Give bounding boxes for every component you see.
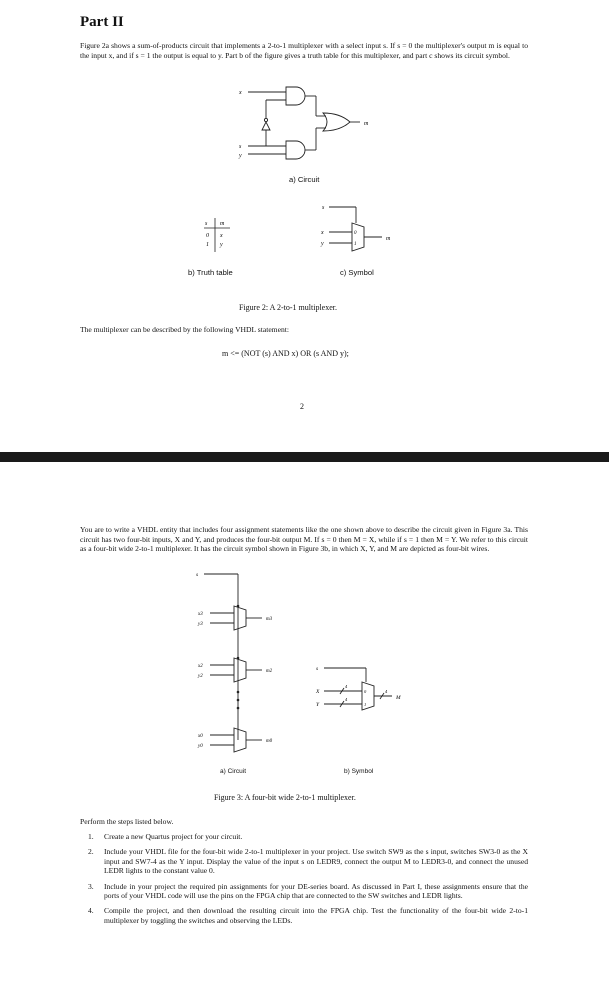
fig3-m0-label: m0 (266, 739, 273, 744)
truth-table (196, 216, 236, 261)
figure-3b-symbol (306, 662, 416, 716)
step-item: 1. Create a new Quartus project for your circuit. (88, 832, 243, 841)
step-item: 4. Compile the project, and then download the resulting circuit into the FPGA chip. Test the functionality of the four-bit wide 2-to-1 multiplexer by toggling the switches and observing the LEDs. (88, 906, 528, 925)
fig3-y0-label: y0 (198, 744, 203, 749)
truth-row-1-s: 1 (206, 242, 209, 248)
step-item: 2. Include your VHDL file for the four-bit wide 2-to-1 multiplexer in your project. Use switch SW9 as the s input, switches SW3-0 as the X input and SW7-4 as the Y input. Display the value of the input s on LEDR9, connect the output M to LEDR3-0, and connect the unused LEDR lights to the constant value 0. (88, 847, 528, 876)
circuit-caption: a) Circuit (289, 175, 320, 184)
symbol-m-label: m (386, 236, 391, 242)
fig3b-bus-width-y: 4 (345, 697, 348, 702)
fig3b-M-label: M (396, 695, 401, 701)
circuit-y-label: y (239, 153, 242, 159)
truth-table-caption: b) Truth table (188, 268, 233, 277)
fig3-s-label: s (196, 572, 199, 578)
document-page-2 (0, 462, 609, 986)
fig3-circuit-caption: a) Circuit (220, 768, 247, 775)
vhdl-intro: The multiplexer can be described by the following VHDL statement: (80, 325, 289, 334)
ellipsis-dot-icon (237, 699, 240, 702)
circuit-x-label: x (239, 90, 242, 96)
fig3-y2-label: y2 (198, 674, 203, 679)
figure-2c-symbol (312, 203, 402, 253)
fig3b-in1-label: 1 (364, 702, 367, 707)
figure-2a-circuit (230, 84, 380, 164)
figure-2-caption: Figure 2: A 2-to-1 multiplexer. (239, 303, 337, 312)
circuit-s-label: s (239, 144, 242, 150)
ellipsis-dot-icon (237, 707, 240, 710)
symbol-in1-label: 1 (354, 242, 357, 247)
fig3b-X-label: X (316, 689, 320, 695)
section-heading: Part II (80, 14, 124, 30)
truth-header-s: s (205, 221, 208, 227)
truth-row-1-m: y (220, 242, 223, 248)
circuit-m-label: m (364, 121, 369, 127)
truth-table-grid (196, 216, 236, 256)
symbol-caption: c) Symbol (340, 268, 374, 277)
symbol-s-label: s (322, 205, 325, 211)
fig3b-bus-width-m: 4 (385, 689, 388, 694)
steps-intro: Perform the steps listed below. (80, 817, 174, 826)
truth-header-m: m (220, 221, 225, 227)
symbol-y-label: y (321, 241, 324, 247)
steps-list (88, 832, 528, 931)
fig3b-s-label: s (316, 666, 319, 672)
document-page-1 (0, 0, 609, 452)
vhdl-statement: m <= (NOT (s) AND x) OR (s AND y); (222, 349, 349, 358)
fig3-symbol-caption: b) Symbol (344, 768, 374, 775)
fig3b-bus-width-x: 4 (345, 684, 348, 689)
page-number: 2 (300, 402, 304, 411)
figure-3-caption: Figure 3: A four-bit wide 2-to-1 multiplexer. (214, 793, 356, 802)
fig3-m3-label: m3 (266, 617, 273, 622)
step-item: 3. Include in your project the required pin assignments for your DE-series board. As discussed in Part I, these assignments ensure that the ports of your VHDL code will use the pins on the FPGA chip that are connected to the SW switches and LEDR lights. (88, 881, 528, 901)
fig3-x3-label: x3 (198, 612, 203, 617)
fig3b-Y-label: Y (316, 702, 320, 708)
figure-3a-circuit (190, 570, 300, 762)
fig3-y3-label: y3 (198, 622, 203, 627)
fig3b-in0-label: 0 (364, 689, 367, 694)
intro-paragraph: Figure 2a shows a sum-of-products circuit that implements a 2-to-1 multiplexer with a select input s. If s = 0 the multiplexer's output m is equal to the input x, and if s = 1 the output is equal to y. Part b of the figure gives a truth table for this multiplexer, and part c shows its circuit symbol. (80, 41, 528, 60)
fig3-m2-label: m2 (266, 669, 273, 674)
truth-row-0-m: x (220, 233, 223, 239)
symbol-in0-label: 0 (354, 231, 357, 236)
symbol-x-label: x (321, 230, 324, 236)
intro-paragraph: You are to write a VHDL entity that includes four assignment statements like the one shown above to describe the circuit given in Figure 3a. This circuit has two four-bit inputs, X and Y, and produces the four-bit output M. If s = 0 then M = X, while if s = 1 then M = Y. We refer to this circuit as a four-bit wide 2-to-1 multiplexer. It has the circuit symbol shown in Figure 3b, in which X, Y, and M are depicted as four-bit wires. (80, 525, 528, 554)
fig3-x0-label: x0 (198, 734, 203, 739)
truth-row-0-s: 0 (206, 233, 209, 239)
ellipsis-dot-icon (237, 691, 240, 694)
page-separator (0, 452, 609, 462)
fig3-x2-label: x2 (198, 664, 203, 669)
